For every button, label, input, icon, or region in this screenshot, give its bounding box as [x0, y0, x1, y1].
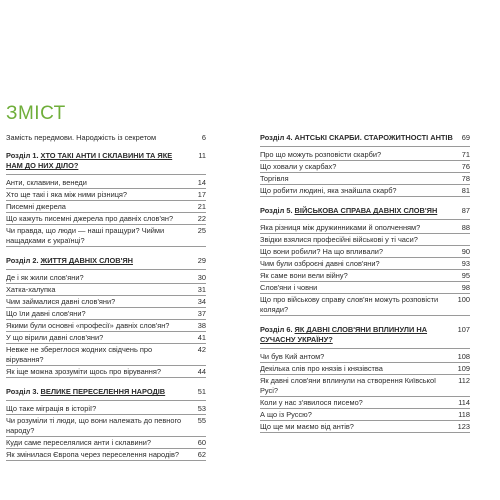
page-title: ЗМІСТ	[6, 103, 66, 124]
toc-item-page: 71	[461, 149, 470, 159]
toc-item[interactable]	[260, 234, 470, 246]
toc-item-page: 44	[197, 366, 206, 376]
toc-item[interactable]	[260, 258, 470, 270]
toc-item[interactable]	[260, 409, 470, 421]
toc-item[interactable]	[6, 449, 206, 461]
toc-section-3	[6, 387, 206, 461]
toc-item-page: 76	[461, 161, 470, 171]
section-prefix: Розділ 5.	[260, 206, 295, 215]
section-prefix: Розділ 2.	[6, 256, 41, 265]
toc-item[interactable]	[260, 363, 470, 375]
toc-item[interactable]	[260, 161, 470, 173]
toc-item-title: Чим були озброєні давні слов'яни?	[260, 258, 380, 268]
section-heading[interactable]	[260, 325, 470, 348]
section-title: ХТО ТАКІ АНТИ І СКЛАВИНИ ТА ЯКЕ НАМ ДО НИХ ДІЛО?	[6, 151, 173, 170]
toc-item-page: 114	[458, 397, 470, 407]
toc-section-5	[260, 206, 470, 316]
toc-item-title: Що робити людині, яка знайшла скарб?	[260, 185, 397, 195]
toc-item[interactable]	[260, 351, 470, 363]
toc-item-page: 31	[197, 284, 206, 294]
section-page: 69	[461, 133, 470, 142]
section-heading[interactable]	[260, 206, 470, 219]
toc-item[interactable]	[260, 185, 470, 197]
toc-item-title: Коли у нас з'явилося писемо?	[260, 397, 363, 407]
toc-item-title: А що із Руссю?	[260, 409, 312, 419]
section-prefix: Розділ 4.	[260, 133, 295, 142]
toc-item-title: Чи розуміли ті люди, що вони належать до певного народу?	[6, 415, 182, 435]
toc-item[interactable]	[260, 270, 470, 282]
toc-item[interactable]	[260, 149, 470, 161]
toc-item-title: Як давні слов'яни вплинули на створення Київської Русі?	[260, 375, 437, 395]
toc-item-title: Що ще ми маємо від антів?	[260, 421, 354, 431]
toc-item-page: 81	[461, 185, 470, 195]
toc-item-title: Невже не збереглося жодних свідчень про вірування?	[6, 344, 153, 364]
section-title: ВЕЛИКЕ ПЕРЕСЕЛЕННЯ НАРОДІВ	[40, 387, 166, 396]
toc-item-page: 14	[197, 177, 206, 187]
section-page: 11	[198, 151, 206, 160]
section-title: АНТСЬКІ СКАРБИ. СТАРОЖИТНОСТІ АНТІВ	[294, 133, 453, 142]
toc-item-page: 25	[197, 225, 206, 235]
toc-entry-page: 6	[201, 133, 206, 142]
toc-item-title: Що кажуть писемні джерела про давніх слов'ян?	[6, 213, 174, 223]
toc-item[interactable]	[6, 284, 206, 296]
toc-item[interactable]	[6, 403, 206, 415]
section-title: ЖИТТЯ ДАВНІХ СЛОВ'ЯН	[40, 256, 133, 265]
section-page: 87	[461, 206, 470, 215]
toc-item-title: Писемні джерела	[6, 201, 66, 211]
toc-item-title: Чи був Кий антом?	[260, 351, 325, 361]
toc-item-page: 90	[461, 246, 470, 256]
section-heading[interactable]	[6, 151, 206, 174]
toc-item-page: 88	[461, 222, 470, 232]
toc-item[interactable]	[6, 308, 206, 320]
toc-item[interactable]	[6, 272, 206, 284]
toc-item-page: 21	[197, 201, 206, 211]
toc-item-page: 62	[197, 449, 206, 459]
toc-item-title: Якими були основні «професії» давніх слов'ян?	[6, 320, 170, 330]
toc-item-page: 100	[457, 294, 470, 304]
toc-item-page: 98	[461, 282, 470, 292]
toc-entry-title: Замість передмови. Народжість із секретом	[6, 133, 157, 142]
section-prefix: Розділ 1.	[6, 151, 41, 160]
toc-item-title: Хатка-халупка	[6, 284, 56, 294]
toc-item-page: 95	[461, 270, 470, 280]
toc-intro-entry[interactable]	[6, 133, 206, 143]
section-title: ВІЙСЬКОВА СПРАВА ДАВНІХ СЛОВ'ЯН	[294, 206, 438, 215]
toc-item[interactable]	[260, 222, 470, 234]
toc-item[interactable]	[260, 282, 470, 294]
section-heading[interactable]	[6, 387, 206, 400]
toc-item-page: 34	[197, 296, 206, 306]
toc-item[interactable]	[260, 173, 470, 185]
toc-item[interactable]	[6, 213, 206, 225]
toc-item[interactable]	[6, 437, 206, 449]
toc-item[interactable]	[6, 415, 206, 437]
section-prefix: Розділ 3.	[6, 387, 41, 396]
toc-item-page: 55	[197, 415, 206, 425]
toc-item-title: Чи правда, що люди — наші пращури? Чийми нащадками є українці?	[6, 225, 165, 245]
toc-item[interactable]	[6, 296, 206, 308]
toc-item-page: 123	[457, 421, 470, 431]
toc-item-title: Що вони робили? На що впливали?	[260, 246, 384, 256]
toc-item[interactable]	[260, 397, 470, 409]
section-page: 107	[457, 325, 470, 334]
toc-item-page: 30	[197, 272, 206, 282]
toc-right-column	[260, 133, 470, 433]
toc-item-page: 60	[197, 437, 206, 447]
toc-item-title: Звідки взялися професійні військові у ті часи?	[260, 234, 418, 244]
toc-item-page: 42	[197, 344, 206, 354]
toc-item-page: 22	[197, 213, 206, 223]
toc-item-title: Що таке міграція в історії?	[6, 403, 97, 413]
toc-item-page: 118	[458, 409, 470, 419]
toc-item-page: 53	[197, 403, 206, 413]
toc-item-page: 109	[457, 363, 470, 373]
toc-item[interactable]	[6, 225, 206, 247]
toc-item[interactable]	[260, 375, 470, 397]
section-title: ЯК ДАВНІ СЛОВ'ЯНИ ВПЛИНУЛИ НА СУЧАСНУ УКРАЇНУ?	[260, 325, 428, 344]
toc-item-title: Торгівля	[260, 173, 289, 183]
toc-item[interactable]	[260, 294, 470, 316]
toc-item-page: 37	[197, 308, 206, 318]
toc-section-6	[260, 325, 470, 433]
toc-section-1	[6, 151, 206, 247]
toc-item-page: 41	[197, 332, 206, 342]
toc-item-title: Яка різниця між дружинниками й ополченням?	[260, 222, 421, 232]
toc-item-title: Як іще можна зрозуміти щось про вірування?	[6, 366, 161, 376]
toc-item-page: 112	[458, 375, 470, 385]
toc-item-title: Декілька слів про князів і князівства	[260, 363, 383, 373]
toc-item-title: Куди саме переселялися анти і склавини?	[6, 437, 151, 447]
section-heading[interactable]	[260, 133, 470, 146]
toc-item-title: Що ховали у скарбах?	[260, 161, 337, 171]
toc-item-page: 108	[457, 351, 470, 361]
toc-item-title: Де і як жили слов'яни?	[6, 272, 84, 282]
toc-item-title: Про що можуть розповісти скарби?	[260, 149, 382, 159]
section-prefix: Розділ 6.	[260, 325, 295, 334]
toc-section-2	[6, 256, 206, 378]
section-page: 29	[197, 256, 206, 265]
toc-item-title: У що вірили давні слов'яни?	[6, 332, 104, 342]
section-page: 51	[197, 387, 206, 396]
toc-item[interactable]	[6, 344, 206, 366]
toc-item[interactable]	[6, 366, 206, 378]
toc-item-title: Що про військову справу слов'ян можуть розповісти коляди?	[260, 294, 439, 314]
toc-item[interactable]	[260, 246, 470, 258]
toc-item-title: Слов'яни і човни	[260, 282, 318, 292]
toc-item[interactable]	[6, 201, 206, 213]
toc-item-title: Як змінилася Європа через переселення народів?	[6, 449, 179, 459]
toc-item-page: 93	[461, 258, 470, 268]
toc-item-title: Хто ще такі і яка між ними різниця?	[6, 189, 128, 199]
toc-item-page: 78	[461, 173, 470, 183]
toc-section-4	[260, 133, 470, 197]
toc-item-page: 38	[197, 320, 206, 330]
toc-item-title: Що їли давні слов'яни?	[6, 308, 86, 318]
toc-item-title: Чим займалися давні слов'яни?	[6, 296, 116, 306]
toc-item[interactable]	[6, 320, 206, 332]
toc-item[interactable]	[6, 332, 206, 344]
section-heading[interactable]	[6, 256, 206, 269]
toc-item[interactable]	[6, 177, 206, 189]
toc-item-title: Анти, склавини, венеди	[6, 177, 87, 187]
toc-left-column	[6, 133, 206, 461]
toc-item-title: Як саме вони вели війну?	[260, 270, 348, 280]
toc-item-page: 17	[197, 189, 206, 199]
toc-item[interactable]	[6, 189, 206, 201]
toc-item[interactable]	[260, 421, 470, 433]
